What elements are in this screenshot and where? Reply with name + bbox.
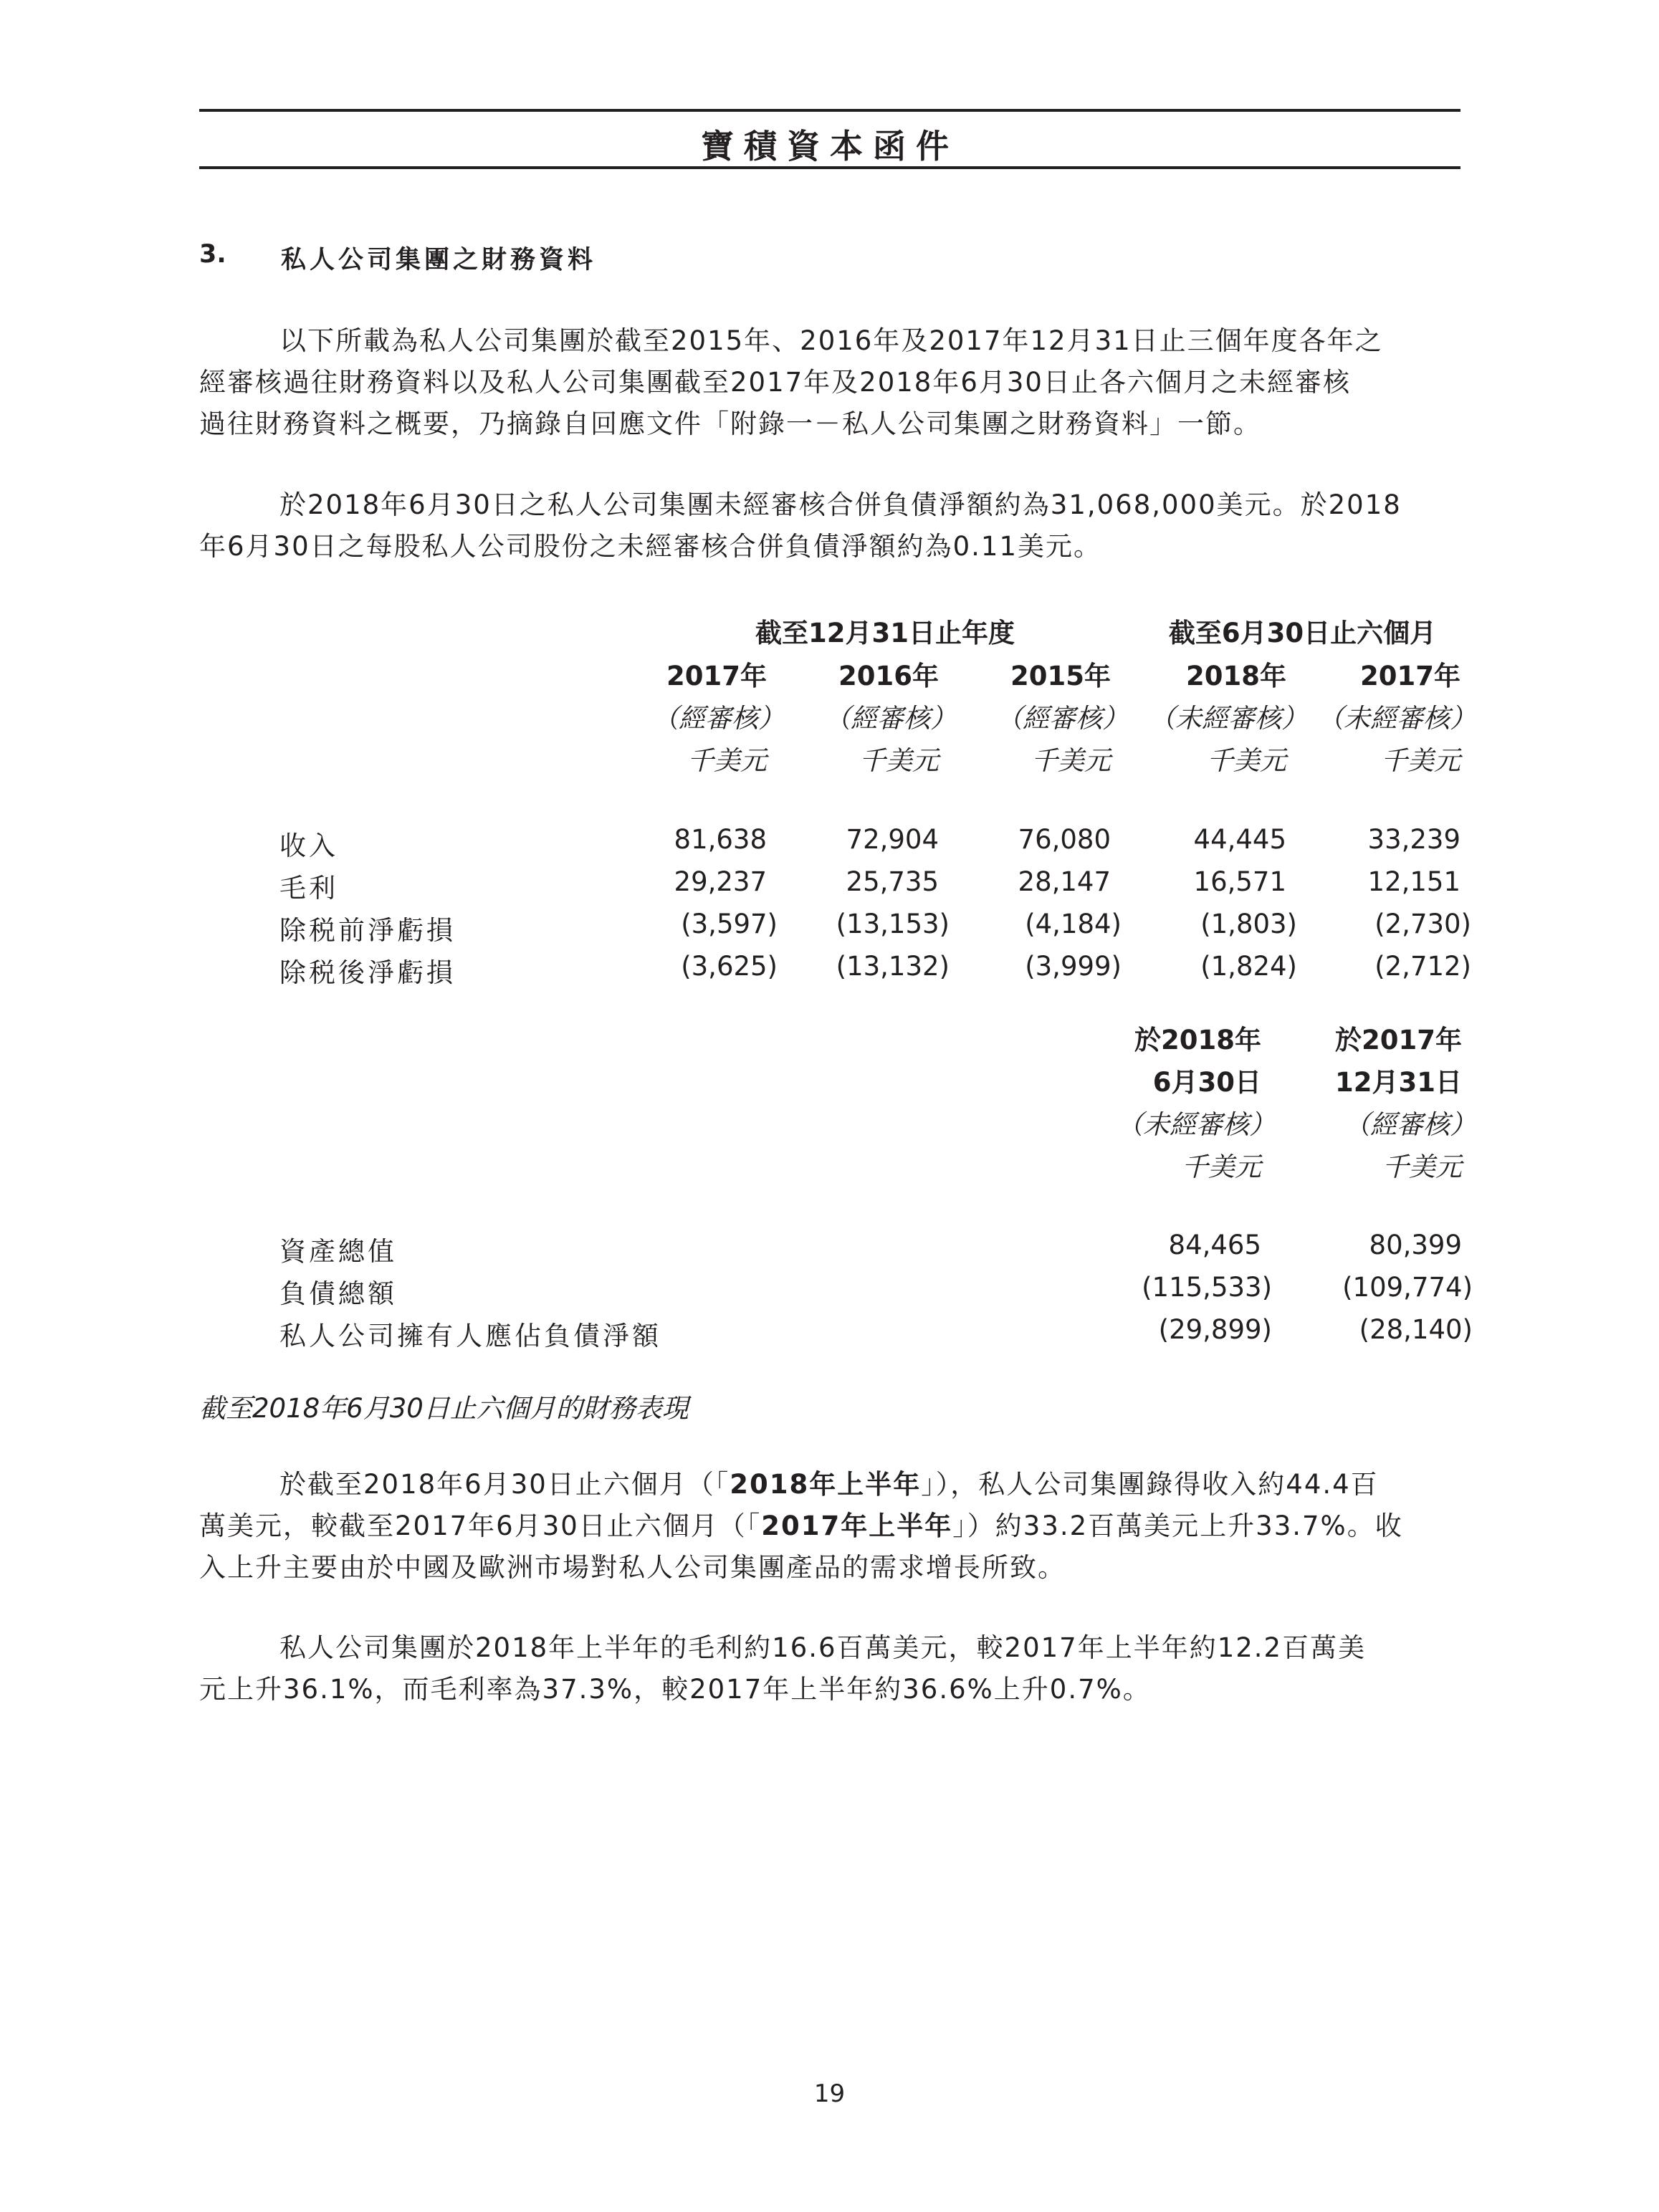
table1-col-status: （經審核） [824,703,957,734]
table1-col-year: 2016年 [838,661,939,691]
table1-col-unit: 千美元 [1207,745,1286,776]
table1-col-year: 2017年 [1360,661,1460,691]
intro-line-1: 以下所載為私人公司集團於截至2015年、2016年及2017年12月31日止三個年度各年之 [279,325,1383,356]
table1-col-unit: 千美元 [859,745,939,776]
table1-col-status: （未經審核） [1149,703,1308,734]
performance-p2-line-2: 元上升36.1%，而毛利率為37.3%，較2017年上半年約36.6%上升0.7%。 [199,1674,1151,1705]
row-value: (3,597) [681,909,778,939]
row-value: 12,151 [1367,866,1460,897]
row-value: (2,730) [1374,909,1471,939]
row-value: (1,824) [1200,951,1297,982]
row-value: 81,638 [674,824,767,855]
intro-line-2: 經審核過往財務資料以及私人公司集團截至2017年及2018年6月30日止各六個月之未經審核 [199,367,1351,398]
row-label: 資產總值 [279,1236,397,1267]
performance-paragraph-2 [199,1627,1462,1710]
text-run: 」）約33.2百萬美元上升33.7%。收 [952,1510,1403,1541]
row-value: 16,571 [1193,866,1286,897]
liabilities-paragraph [199,484,1462,568]
page-header-title: 寶積資本函件 [701,127,959,166]
row-label: 私人公司擁有人應佔負債淨額 [279,1321,661,1351]
performance-paragraph-1 [199,1464,1462,1589]
performance-p1-line-2 [199,1505,1462,1547]
row-value: 72,904 [846,824,939,855]
table2-col-line2: 6月30日 [1152,1067,1261,1098]
defined-term: 2018年上半年 [730,1469,922,1500]
row-label: 收入 [279,830,338,861]
row-label: 負債總額 [279,1278,397,1309]
table2-col-line1: 於2017年 [1335,1025,1462,1055]
row-value: 76,080 [1018,824,1111,855]
table1-col-year: 2017年 [666,661,767,691]
table2-col-unit: 千美元 [1182,1152,1261,1182]
text-run: 」），私人公司集團錄得收入約44.4百 [921,1469,1379,1500]
table1-group-header-six-months: 截至6月30日止六個月 [1168,618,1437,648]
row-label: 除税後淨虧損 [279,957,456,988]
row-value: (115,533) [1142,1272,1272,1303]
page-number: 19 [813,2079,846,2108]
row-value: 44,445 [1193,824,1286,855]
row-value: (13,132) [836,951,950,982]
table2-col-line1: 於2018年 [1134,1025,1261,1055]
row-value: 84,465 [1168,1230,1261,1260]
row-value: (109,774) [1342,1272,1473,1303]
text-run: 於截至2018年6月30日止六個月（「 [279,1469,730,1500]
row-value: 29,237 [674,866,767,897]
table1-group-header-years: 截至12月31日止年度 [755,618,1015,648]
header-top-rule [199,109,1460,112]
section-number: 3. [199,240,226,269]
table2-col-status: （未經審核） [1117,1109,1276,1140]
liabilities-line-1: 於2018年6月30日之私人公司集團未經審核合併負債淨額約為31,068,000美元。於2018 [279,489,1402,520]
row-value: 33,239 [1367,824,1460,855]
table2-col-status: （經審核） [1344,1109,1476,1140]
table1-col-status: （經審核） [652,703,785,734]
table1-col-year: 2018年 [1186,661,1286,691]
table2-col-unit: 千美元 [1382,1152,1462,1182]
section-title: 私人公司集團之財務資料 [281,246,597,274]
performance-subheading: 截至2018年6月30日止六個月的財務表現 [199,1393,689,1424]
performance-p1-line-1 [199,1464,1462,1505]
row-value: (13,153) [836,909,950,939]
liabilities-line-2: 年6月30日之每股私人公司股份之未經審核合併負債淨額約為0.11美元。 [199,531,1102,562]
row-value: 25,735 [846,866,939,897]
row-value: 28,147 [1018,866,1111,897]
performance-p1-line-3: 入上升主要由於中國及歐洲市場對私人公司集團產品的需求增長所致。 [199,1552,1066,1583]
row-value: (3,625) [681,951,778,982]
row-value: (1,803) [1200,909,1297,939]
row-value: (28,140) [1359,1314,1473,1345]
row-value: (4,184) [1025,909,1122,939]
intro-line-3: 過往財務資料之概要，乃摘錄自回應文件「附錄一－私人公司集團之財務資料」一節。 [199,408,1261,439]
row-value: (2,712) [1374,951,1471,982]
table1-col-status: （未經審核） [1317,703,1476,734]
header-bottom-rule [199,166,1460,169]
row-value: 80,399 [1369,1230,1462,1260]
text-run: 萬美元，較截至2017年6月30日止六個月（「 [199,1510,762,1541]
row-label: 除税前淨虧損 [279,915,456,946]
intro-paragraph [199,320,1462,445]
table1-col-unit: 千美元 [1031,745,1111,776]
performance-p2-line-1: 私人公司集團於2018年上半年的毛利約16.6百萬美元，較2017年上半年約12.2百萬美 [279,1632,1367,1663]
table1-col-unit: 千美元 [1381,745,1460,776]
row-label: 毛利 [279,873,338,904]
table1-col-status: （經審核） [996,703,1129,734]
defined-term: 2017年上半年 [761,1510,953,1541]
table1-col-year: 2015年 [1010,661,1111,691]
row-value: (3,999) [1025,951,1122,982]
row-value: (29,899) [1158,1314,1272,1345]
table2-col-line2: 12月31日 [1335,1067,1462,1098]
table1-col-unit: 千美元 [687,745,767,776]
